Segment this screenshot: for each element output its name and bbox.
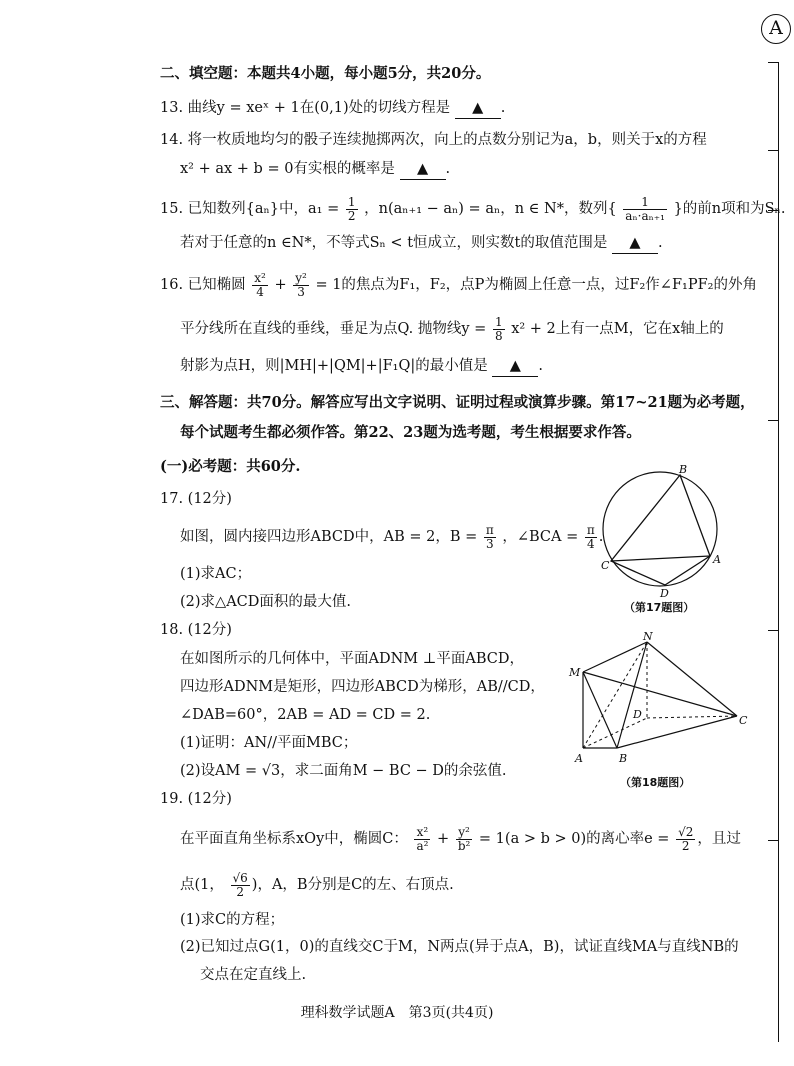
- question-19-number: 19. (12分): [160, 791, 232, 807]
- fraction-half: $\frac{1}{2}$: [347, 194, 356, 223]
- q17-text-b: ，∠BCA =: [502, 529, 579, 545]
- edge-DC: [647, 716, 737, 718]
- label-A: A: [713, 553, 721, 566]
- fraction-inverse-product: $\frac{1}{\text{aₙ·aₙ₊₁}}$: [625, 194, 665, 223]
- fraction-pi-4: $\frac{\pi}{4}$: [586, 522, 595, 551]
- question-17-stem: [180, 520, 603, 554]
- figure-17-circle-quadrilateral: [590, 465, 740, 600]
- question-18-line1: 在如图所示的几何体中，平面ADNM ⊥平面ABCD，: [180, 651, 524, 667]
- quadrilateral-abcd: [611, 475, 710, 585]
- q16-text-d: x² + 2上有一点M，它在x轴上的: [511, 321, 724, 337]
- fraction-eighth: $\frac{1}{8}$: [494, 314, 503, 343]
- q19-text-a: 在平面直角坐标系xOy中，椭圆C：: [180, 831, 408, 847]
- fraction-x2-4: $\frac{\text{x²}}{4}$: [254, 270, 266, 299]
- q15-text-c: }的前n项和为Sₙ.: [673, 201, 786, 217]
- question-16-line2: [180, 312, 724, 346]
- edge-MN: [583, 642, 647, 672]
- label-D: D: [660, 587, 669, 600]
- section3-header-line2: 每个试题考生都必须作答。第22、23题为选考题，考生根据要求作答。: [180, 424, 641, 441]
- label-D: D: [633, 708, 642, 721]
- edge-AN: [583, 642, 647, 748]
- edge-MB: [583, 672, 617, 748]
- edge-NC: [647, 642, 737, 716]
- fraction-y2-b2: $\frac{\text{y²}}{\text{b²}}$: [457, 824, 471, 853]
- margin-tick: [768, 62, 778, 63]
- figure-18-caption: （第18题图）: [620, 776, 691, 789]
- label-B: B: [679, 465, 688, 476]
- q15-text-b: ，n(aₙ₊₁ − aₙ) = aₙ，n ∈ N*，数列{: [364, 201, 617, 217]
- q19-text-c: ，且过: [697, 831, 741, 847]
- fraction-y2-3: $\frac{\text{y²}}{3}$: [295, 270, 307, 299]
- section3-header-line1: 三、解答题：共70分。解答应写出文字说明、证明过程或演算步骤。第17~21题为必考题，: [160, 394, 755, 411]
- question-19-part2-line1: (2)已知过点G(1，0)的直线交C于M，N两点(异于点A，B)，试证直线MA与直线NB的: [180, 939, 739, 955]
- margin-tick: [768, 630, 778, 631]
- question-19-part2-line2: 交点在定直线上.: [200, 967, 307, 983]
- q16-text-b: = 1的焦点为F₁，F₂，点P为椭圆上任意一点，过F₂作∠F₁PF₂的外角: [315, 277, 757, 293]
- margin-tick: [768, 840, 778, 841]
- answer-blank: ▲: [455, 98, 501, 119]
- q19-text-b: = 1(a > b > 0)的离心率e =: [478, 831, 670, 847]
- edge-NB: [617, 642, 647, 748]
- question-18-part2: (2)设AM = √3，求二面角M − BC − D的余弦值.: [180, 763, 507, 779]
- label-A: A: [575, 752, 583, 765]
- question-17-part1: (1)求AC；: [180, 566, 252, 582]
- question-15-line2: 若对于任意的n ∈N*，不等式Sₙ < t恒成立，则实数t的取值范围是 ▲ .: [180, 233, 663, 254]
- question-17-part2: (2)求△ACD面积的最大值.: [180, 594, 351, 610]
- q14-text: x² + ax + b = 0有实根的概率是: [180, 161, 395, 177]
- q16-text-c: 平分线所在直线的垂线，垂足为点Q. 抛物线y =: [180, 321, 487, 337]
- question-19-part1: (1)求C的方程；: [180, 912, 285, 928]
- question-18-part1: (1)证明：AN//平面MBC；: [180, 735, 358, 751]
- q16-text-e: 射影为点H，则|MH|+|QM|+|F₁Q|的最小值是: [180, 358, 488, 374]
- q19-text-e: )，A，B分别是C的左、右顶点.: [251, 877, 454, 893]
- section2-header: 二、填空题：本题共4小题，每小题5分，共20分。: [160, 65, 491, 82]
- fraction-eccentricity: $\frac{√2}{2}$: [678, 824, 694, 853]
- q15-text-a: 15. 已知数列{aₙ}中，a₁ =: [160, 201, 340, 217]
- fraction-sqrt6-2: $\frac{√6}{2}$: [232, 870, 248, 899]
- question-13: 13. 曲线y = xeˣ + 1在(0,1)处的切线方程是 ▲ .: [160, 98, 505, 119]
- fraction-pi-3: $\frac{\pi}{3}$: [485, 522, 494, 551]
- answer-blank: ▲: [612, 233, 658, 254]
- figure-17-caption: （第17题图）: [624, 601, 695, 614]
- paper-version-badge: A: [761, 14, 791, 44]
- margin-tick: [768, 150, 778, 151]
- question-15-line1: [160, 192, 785, 226]
- question-14-line2: x² + ax + b = 0有实根的概率是 ▲ .: [180, 159, 450, 180]
- q17-text-a: 如图，圆内接四边形ABCD中，AB = 2，B =: [180, 529, 478, 545]
- question-18-line3: ∠DAB=60°，2AB = AD = CD = 2.: [180, 707, 431, 723]
- q15-text-d: 若对于任意的n ∈N*，不等式Sₙ < t恒成立，则实数t的取值范围是: [180, 235, 608, 251]
- figure-18-solid-geometry: [565, 630, 755, 770]
- question-19-line1: 在平面直角坐标系xOy中，椭圆C： $\frac{\text{x²}}{\text{a²}}$ + $\frac{\text{y²}}{\text{b²}}$ = 1(a > b > 0)的离心率e = $\frac{√2}{2}$ ，且过: [180, 824, 741, 853]
- label-N: N: [643, 630, 653, 643]
- label-C: C: [601, 559, 610, 572]
- question-18-number: 18. (12分): [160, 622, 232, 638]
- answer-blank: ▲: [492, 356, 538, 377]
- question-19-line2: [180, 868, 454, 902]
- q17-text-c: .: [598, 529, 604, 545]
- label-C: C: [739, 714, 748, 727]
- margin-tick: [768, 420, 778, 421]
- q16-text-a: 16. 已知椭圆: [160, 277, 246, 293]
- question-14-line1: 14. 将一枚质地均匀的骰子连续抛掷两次，向上的点数分别记为a，b，则关于x的方程: [160, 132, 707, 148]
- q19-text-d: 点(1，: [180, 877, 224, 893]
- question-16-line1: 16. 已知椭圆 $\frac{\text{x²}}{4}$ + $\frac{\text{y²}}{3}$ = 1的焦点为F₁，F₂，点P为椭圆上任意一点，过F₂作∠F₁PF₂的外角: [160, 270, 757, 299]
- question-18-line2: 四边形ADNM是矩形，四边形ABCD为梯形，AB//CD，: [180, 679, 545, 695]
- q13-text: 13. 曲线y = xeˣ + 1在(0,1)处的切线方程是: [160, 100, 451, 116]
- label-M: M: [569, 666, 581, 679]
- required-subsection-header: (一)必考题：共60分.: [160, 458, 301, 475]
- diagonal-ac: [611, 556, 710, 561]
- fraction-x2-a2: $\frac{\text{x²}}{\text{a²}}$: [416, 824, 429, 853]
- label-B: B: [619, 752, 628, 765]
- answer-blank: ▲: [400, 159, 446, 180]
- question-16-line3: 射影为点H，则|MH|+|QM|+|F₁Q|的最小值是 ▲ .: [180, 356, 543, 377]
- page-footer: 理科数学试题A 第3页(共4页): [300, 1005, 494, 1021]
- question-17-number: 17. (12分): [160, 491, 232, 507]
